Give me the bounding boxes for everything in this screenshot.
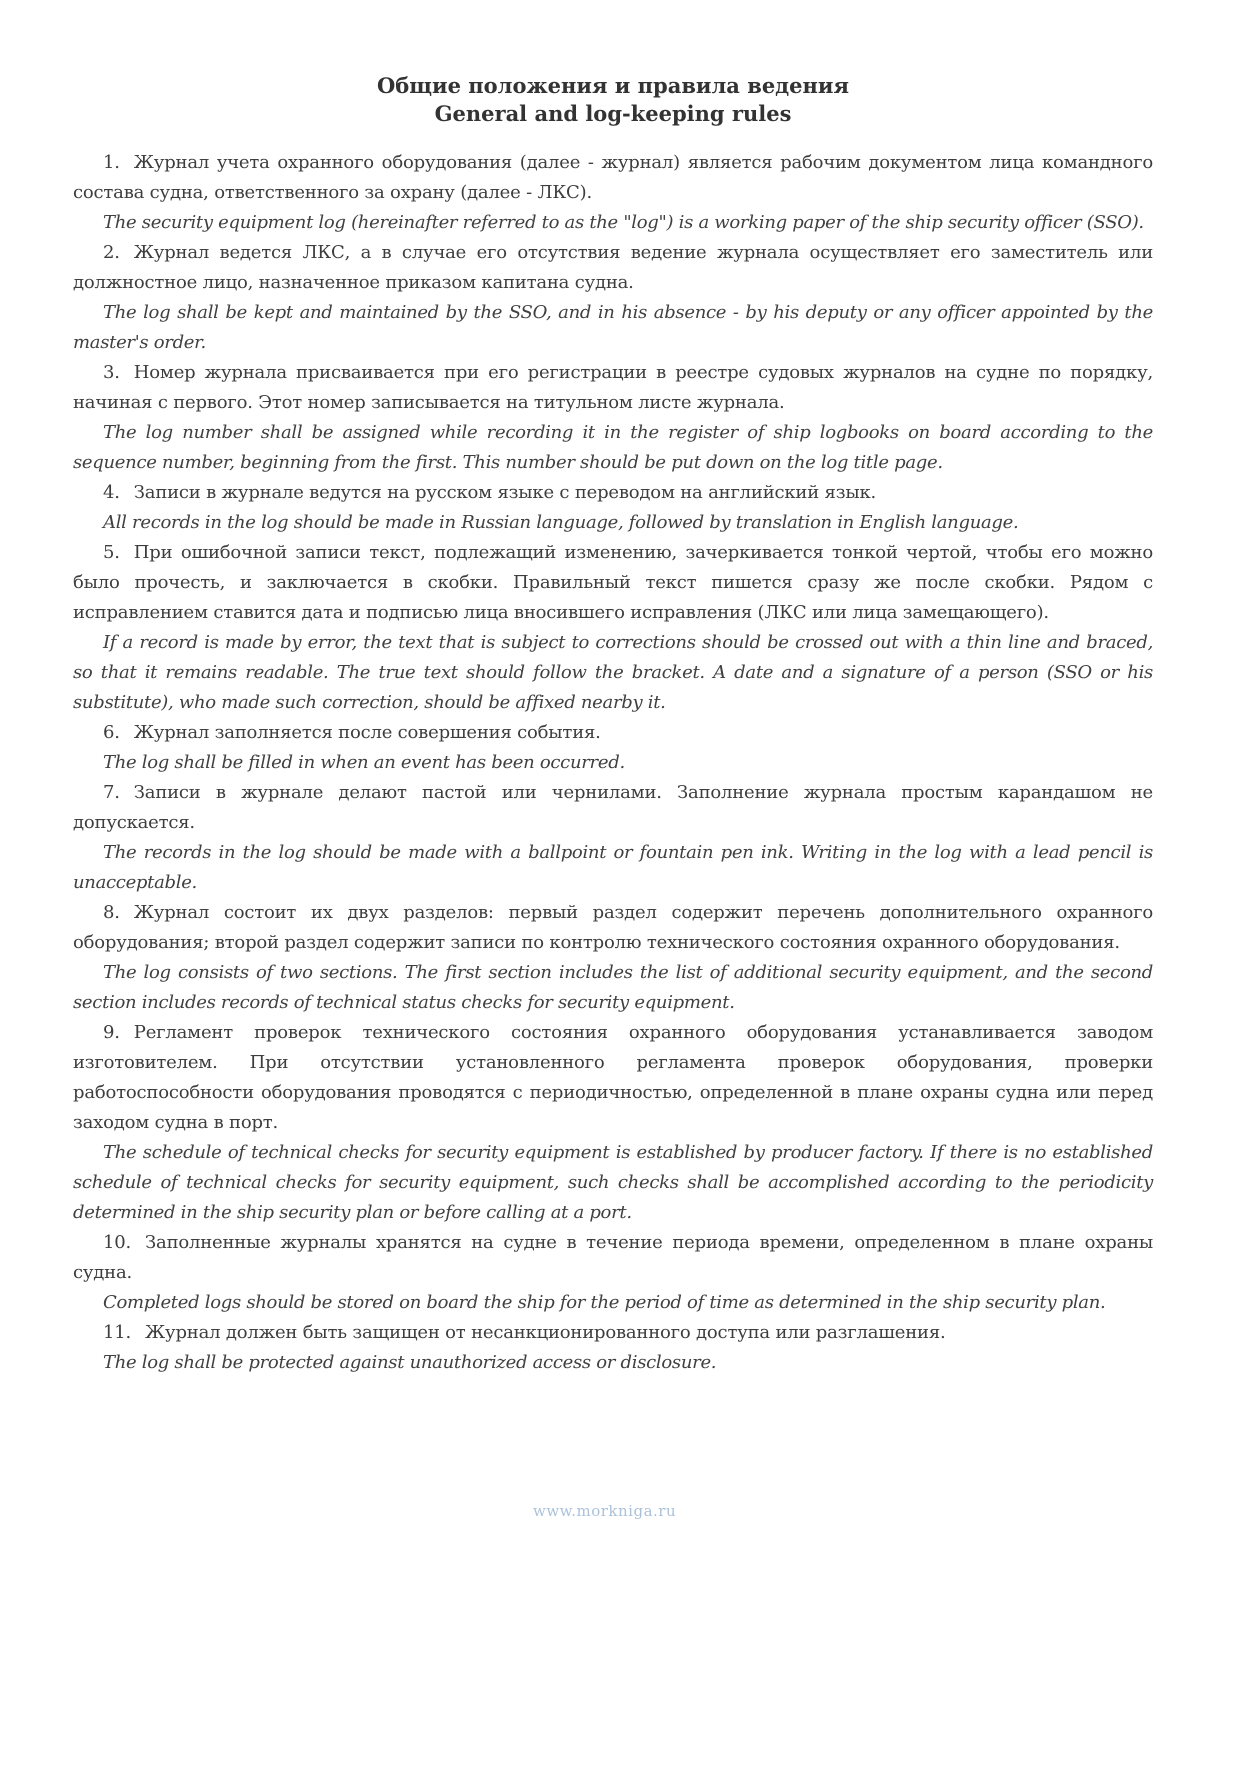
rule-russian-body: Регламент проверок технического состояния охранного оборудования устанавливается заводом изготовителем. При отсутствии установленного регламента проверок оборудования, проверки работоспособности оборудования проводятся с периодичностью, определенной в плане охраны судна или перед заходом судна в порт. [73, 1022, 1153, 1133]
rule-russian-body: При ошибочной записи текст, подлежащий изменению, зачеркивается тонкой чертой, чтобы его можно было прочесть, и заключается в скобки. Правильный текст пишется сразу же после скобки. Рядом с исправлением ставится дата и подписью лица вносившего исправления (ЛКС или лица замещающего). [73, 542, 1153, 623]
rule-item [73, 238, 1153, 358]
rule-item [73, 478, 1153, 538]
rule-item [73, 718, 1153, 778]
rule-text-russian [73, 1228, 1153, 1288]
rule-number: 5. [103, 542, 120, 563]
rule-text-russian [73, 898, 1153, 958]
rule-russian-body: Записи в журнале ведутся на русском языке с переводом на английский язык. [133, 482, 877, 503]
rule-item [73, 148, 1153, 238]
rule-text-russian [73, 1318, 1153, 1348]
rule-text-english: All records in the log should be made in Russian language, followed by translation in English language. [103, 512, 1019, 533]
rule-text-english: The log shall be filled in when an event has been occurred. [103, 752, 625, 773]
rule-text-english: The log number shall be assigned while recording it in the register of ship logbooks on board according to the sequence number, beginning from the first. This number should be put down on the log title page. [73, 422, 1153, 473]
rule-item [73, 1228, 1153, 1318]
rule-number: 4. [103, 482, 120, 503]
rule-text-english: The log shall be kept and maintained by the SSO, and in his absence - by his deputy or any officer appointed by the master's order. [73, 302, 1153, 353]
rule-number: 2. [103, 242, 120, 263]
rule-number: 8. [103, 902, 120, 923]
rule-item [73, 898, 1153, 1018]
rule-number: 1. [103, 152, 120, 173]
rule-item [73, 538, 1153, 718]
rule-text-russian [73, 148, 1153, 208]
rule-text-russian [73, 1018, 1153, 1138]
rule-russian-body: Номер журнала присваивается при его регистрации в реестре судовых журналов на судне по порядку, начиная с первого. Этот номер записывается на титульном листе журнала. [73, 362, 1153, 413]
rule-russian-body: Журнал состоит их двух разделов: первый раздел содержит перечень дополнительного охранного оборудования; второй раздел содержит записи по контролю технического состояния охранного оборудования. [73, 902, 1153, 953]
rule-item [73, 358, 1153, 478]
rule-text-english: Completed logs should be stored on board the ship for the period of time as determined in the ship security plan. [103, 1292, 1106, 1313]
rule-number: 11. [103, 1322, 132, 1343]
rule-text-english: If a record is made by error, the text that is subject to corrections should be crossed out with a thin line and braced, so that it remains readable. The true text should follow the bracket. A date and a signature of a person (SSO or his substitute), who made such correction, should be affixed nearby it. [73, 632, 1153, 713]
title-russian: Общие положения и правила ведения [376, 73, 849, 98]
title-english: General and log-keeping rules [434, 101, 792, 126]
document-page [73, 72, 1153, 1378]
rule-text-russian [73, 778, 1153, 838]
rules-list [73, 148, 1153, 1378]
rule-text-russian [73, 478, 1153, 508]
rule-text-russian [73, 358, 1153, 418]
rule-text-russian [73, 718, 1153, 748]
rule-number: 10. [103, 1232, 132, 1253]
rule-russian-body: Записи в журнале делают пастой или чернилами. Заполнение журнала простым карандашом не допускается. [73, 782, 1153, 833]
document-title [73, 72, 1153, 128]
rule-russian-body: Журнал должен быть защищен от несанкционированного доступа или разглашения. [145, 1322, 946, 1343]
rule-text-english: The log consists of two sections. The first section includes the list of additional security equipment, and the second section includes records of technical status checks for security equipment. [73, 962, 1153, 1013]
rule-text-english: The log shall be protected against unauthorized access or disclosure. [103, 1352, 717, 1373]
rule-text-english: The security equipment log (hereinafter referred to as the "log") is a working paper of the ship security officer (SSO). [103, 212, 1144, 233]
rule-russian-body: Журнал ведется ЛКС, а в случае его отсутствия ведение журнала осуществляет его заместитель или должностное лицо, назначенное приказом капитана судна. [73, 242, 1153, 293]
rule-number: 3. [103, 362, 120, 383]
rule-number: 9. [103, 1022, 120, 1043]
rule-text-russian [73, 538, 1153, 628]
rule-russian-body: Журнал заполняется после совершения события. [133, 722, 601, 743]
rule-text-english: The schedule of technical checks for security equipment is established by producer factory. If there is no established schedule of technical checks for security equipment, such checks shall be accomplished according to the periodicity determined in the ship security plan or before calling at a port. [73, 1142, 1153, 1223]
rule-number: 6. [103, 722, 120, 743]
rule-text-russian [73, 238, 1153, 298]
rule-number: 7. [103, 782, 120, 803]
rule-item [73, 778, 1153, 898]
rule-item [73, 1018, 1153, 1228]
rule-russian-body: Журнал учета охранного оборудования (далее - журнал) является рабочим документом лица командного состава судна, ответственного за охрану (далее - ЛКС). [73, 152, 1153, 203]
watermark: www.morkniga.ru [533, 1502, 677, 1520]
rule-russian-body: Заполненные журналы хранятся на судне в течение периода времени, определенном в плане охраны судна. [73, 1232, 1153, 1283]
rule-item [73, 1318, 1153, 1378]
rule-text-english: The records in the log should be made with a ballpoint or fountain pen ink. Writing in the log with a lead pencil is unacceptable. [73, 842, 1153, 893]
